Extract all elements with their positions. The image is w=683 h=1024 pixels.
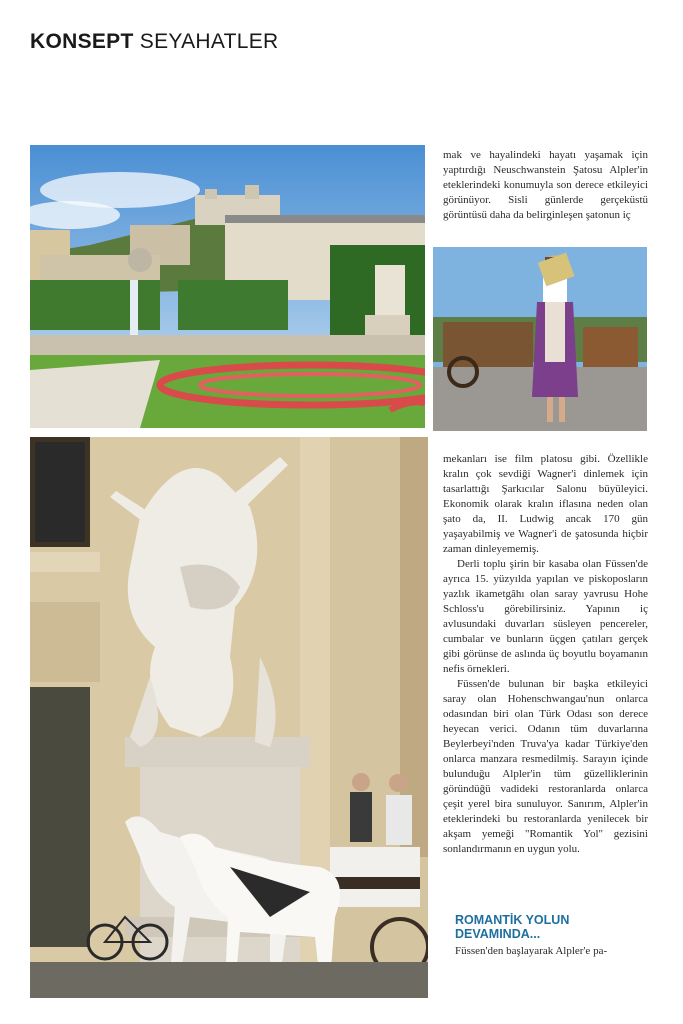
header-light: SEYAHATLER [139,30,279,53]
article-paragraph: mekanları ise film platosu gibi. Özellikle kralın çok sevdiği Wagner'i dinlemek için tasarlattığı Şarkıcılar Salonu büyüleyici. Ekonomik olarak kralın iflasına neden olan şato da, II. Ludwig ancak 170 gün yaşayabilmiş ve Wagner'i de şatosunda hiçbir zaman dinleyememiş. [443,453,648,555]
continuation-text: Füssen'den başlayarak Alpler'e pa- [455,945,608,957]
photo-statue-carriage [30,437,428,998]
article-column-top [443,148,648,223]
header-bold: KONSEPT [30,30,134,53]
photo-woman-dirndl [433,247,647,431]
article-paragraph: Derli toplu şirin bir kasaba olan Füssen'de ayrıca 15. yüzyılda yapılan ve piskoposların yazlık ikametgâhı olan saray yavrusu Hohe Schloss'u görebilirsiniz. Yapının iç avlusundaki duvarları süsleyen pencereler, cumbalar ve bunların üçgen çatıları gerçek gibi görünse de aslında üç boyutlu boyamanın nefis örnekleri. [443,558,648,675]
article-column-bottom [443,452,648,857]
photo-mirabell-gardens [30,145,425,428]
section-header [30,30,279,54]
section-subheading [455,913,645,941]
article-paragraph: Füssen'de bulunan bir başka etkileyici saray olan Hohenschwangau'nun onlarca odasından biri olan Türk Odası son derece heyecan verici. Odanın tüm duvarlarına Beylerbeyi'nden Truva'ya kadar Türkiye'den onlarca manzara resmedilmiş. Sarayın içinde bulunduğu Alpler'in tüm güzelliklerinin göründüğü vadideki restoranlarda onlarca çeşit yerel bira sunuluyor. Sanırım, Alpler'in eteklerindeki bu restoranlarda yenilecek bir akşam yemeği "Romantik Yol" gezisini sonlandırmanın en uygun yolu. [443,678,648,855]
article-paragraph: mak ve hayalindeki hayatı yaşamak için yaptırdığı Neuschwanstein Şatosu Alpler'in eteklerindeki konumuyla son derece etkileyici görünüyor. Sisli günlerde gerçeküstü görüntüsü daha da belirginleşen şatonun iç [443,149,648,221]
subheading-line: DEVAMINDA... [455,927,541,941]
subheading-line: ROMANTİK YOLUN [455,913,570,927]
